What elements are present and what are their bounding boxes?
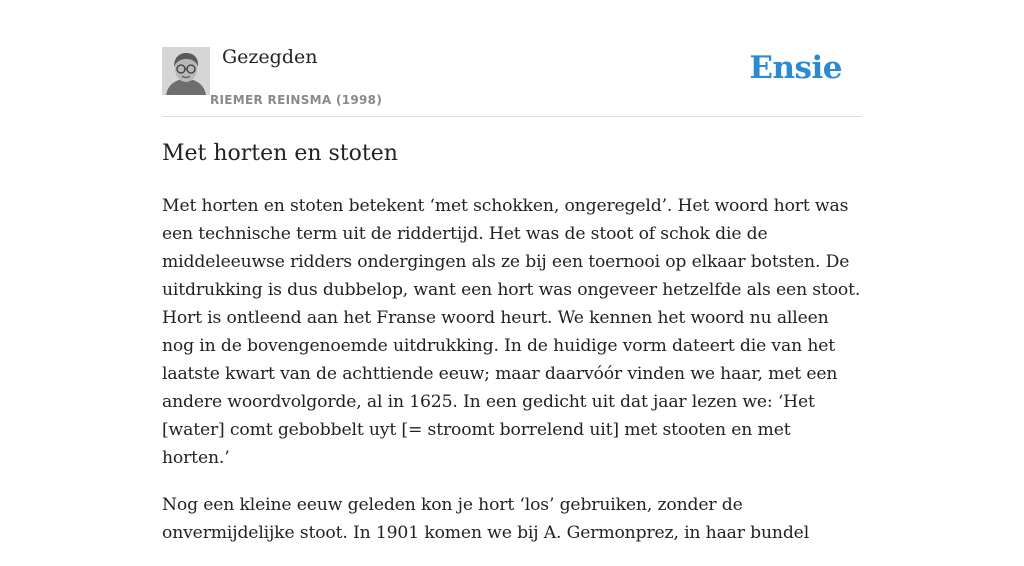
author-avatar[interactable] [162, 47, 210, 95]
entry-body [162, 192, 862, 566]
entry-header [162, 0, 862, 117]
author-portrait-icon [162, 47, 210, 95]
entry-card [162, 0, 862, 543]
brand-logo[interactable]: Ensie [749, 50, 842, 86]
entry-paragraph: Met horten en stoten betekent ‘met schokken, ongeregeld’. Het woord hort was een technische term uit de riddertijd. Het was de stoot of schok die de middeleeuwse ridders ondergingen als ze bij een toernooi op elkaar botsten. De uitdrukking is dus dubbelop, want een hort was ongeveer hetzelfde als een stoot. Hort is ontleend aan het Franse woord heurt. We kennen het woord nu alleen nog in de bovengenoemde uitdrukking. In de huidige vorm dateert die van het laatste kwart van de achttiende eeuw; maar daarvóór vinden we haar, met een andere woordvolgorde, al in 1625. In een gedicht uit dat jaar lezen we: ‘Het [water] comt gebobbelt uyt [= stroomt borrelend uit] met stooten en met horten.’ [162, 196, 861, 468]
source-title[interactable]: Gezegden [222, 46, 318, 68]
author-name[interactable]: RIEMER REINSMA (1998) [210, 93, 383, 107]
entry-paragraph: Nog een kleine eeuw geleden kon je hort ‘los’ gebruiken, zonder de onvermijdelijke stoot. In 1901 komen we bij A. Germonprez, in haar bundel [162, 495, 810, 543]
entry-title: Met horten en stoten [162, 141, 398, 166]
